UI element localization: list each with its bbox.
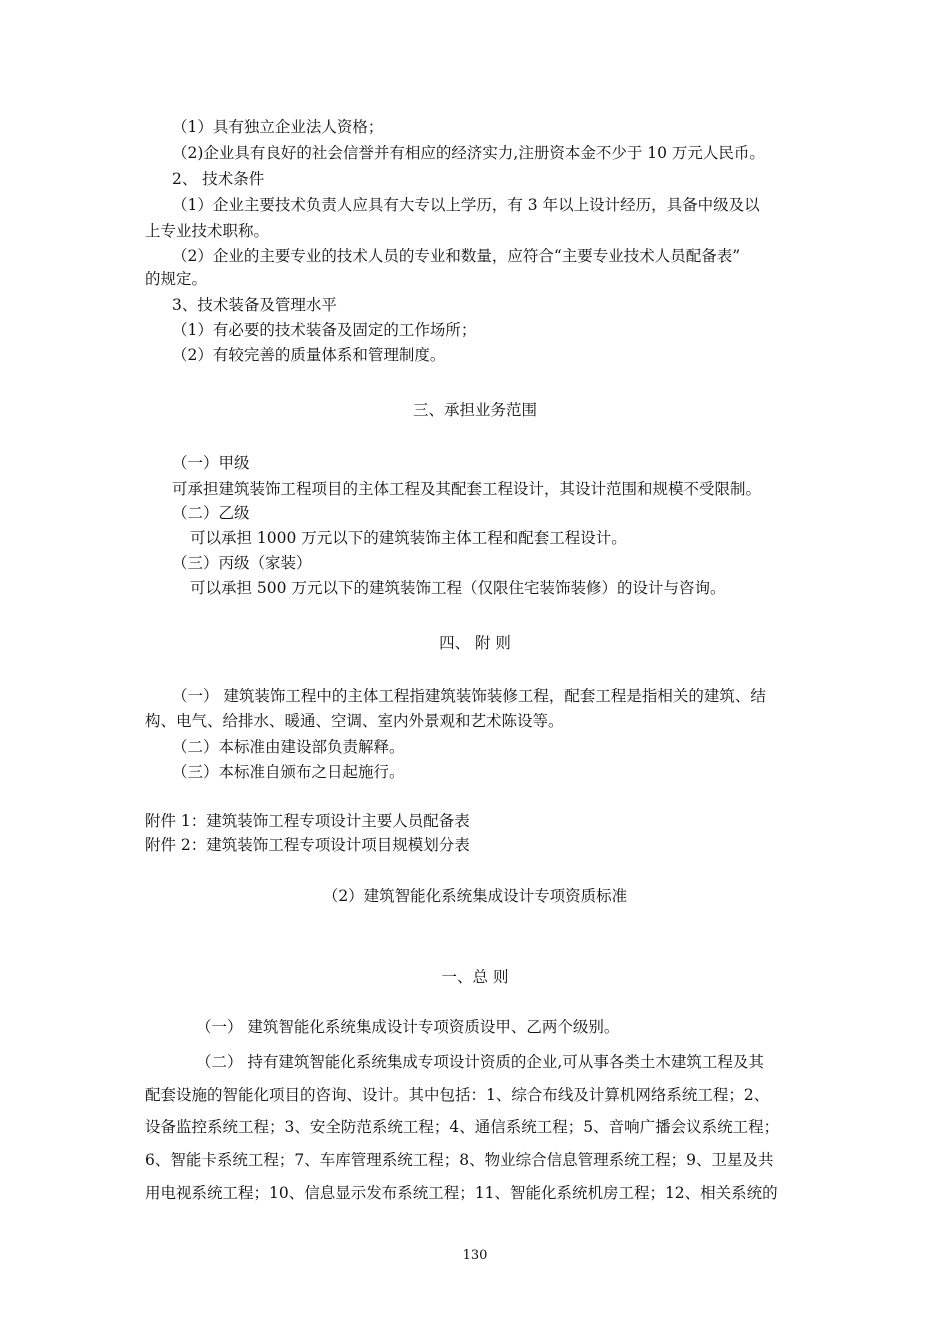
page-number: 130 (462, 1248, 488, 1263)
paragraph-line: （三）本标准自颁布之日起施行。 (172, 763, 405, 781)
standard-title: （2）建筑智能化系统集成设计专项资质标准 (322, 887, 628, 905)
paragraph-line: 6、智能卡系统工程；7、车库管理系统工程；8、物业综合信息管理系统工程；9、卫星及共 (145, 1151, 774, 1169)
paragraph-line: （2)企业具有良好的社会信誉并有相应的经济实力,注册资本金不少于 10 万元人民币。 (172, 144, 765, 162)
paragraph-line: （1）有必要的技术装备及固定的工作场所； (172, 321, 477, 339)
section-title: 四、 附 则 (439, 634, 511, 652)
paragraph-line: 可以承担 1000 万元以下的建筑装饰主体工程和配套工程设计。 (190, 529, 627, 547)
paragraph-line: 的规定。 (145, 270, 208, 288)
paragraph-line: 可以承担 500 万元以下的建筑装饰工程（仅限住宅装饰装修）的设计与咨询。 (190, 579, 726, 597)
grade-label: （三）丙级（家装） (172, 554, 312, 572)
section-title: 一、总 则 (441, 968, 509, 986)
paragraph-line: 用电视系统工程；10、信息显示发布系统工程；11、智能化系统机房工程；12、相关系统的 (145, 1184, 778, 1202)
paragraph-line: 配套设施的智能化项目的咨询、设计。其中包括：1、综合布线及计算机网络系统工程；2、 (145, 1086, 770, 1104)
attachment-line: 附件 2：建筑装饰工程专项设计项目规模划分表 (145, 836, 470, 854)
paragraph-line: （一） 建筑装饰工程中的主体工程指建筑装饰装修工程，配套工程是指相关的建筑、结 (172, 687, 766, 705)
section-title: 三、承担业务范围 (412, 401, 537, 419)
section-heading: 2、 技术条件 (172, 170, 265, 188)
paragraph-line: （二） 持有建筑智能化系统集成专项设计资质的企业,可从事各类土木建筑工程及其 (196, 1053, 764, 1071)
paragraph-line: （一） 建筑智能化系统集成设计专项资质设甲、乙两个级别。 (196, 1018, 620, 1036)
paragraph-line: （2）企业的主要专业的技术人员的专业和数量，应符合“主要专业技术人员配备表” (172, 247, 741, 265)
grade-label: （一）甲级 (172, 454, 250, 472)
section-heading: 3、技术装备及管理水平 (172, 296, 337, 314)
paragraph-line: （1）具有独立企业法人资格； (172, 118, 384, 136)
paragraph-line: 上专业技术职称。 (145, 222, 270, 240)
paragraph-line: （1）企业主要技术负责人应具有大专以上学历，有 3 年以上设计经历，具备中级及以 (172, 196, 760, 214)
paragraph-line: 构、电气、给排水、暖通、空调、室内外景观和艺术陈设等。 (145, 712, 564, 730)
paragraph-line: （2）有较完善的质量体系和管理制度。 (172, 346, 446, 364)
paragraph-line: 设备监控系统工程；3、安全防范系统工程；4、通信系统工程；5、音响广播会议系统工程； (145, 1118, 780, 1136)
paragraph-line: （二）本标准由建设部负责解释。 (172, 738, 405, 756)
attachment-line: 附件 1：建筑装饰工程专项设计主要人员配备表 (145, 812, 470, 830)
grade-label: （二）乙级 (172, 504, 250, 522)
paragraph-line: 可承担建筑装饰工程项目的主体工程及其配套工程设计，其设计范围和规模不受限制。 (172, 480, 762, 498)
